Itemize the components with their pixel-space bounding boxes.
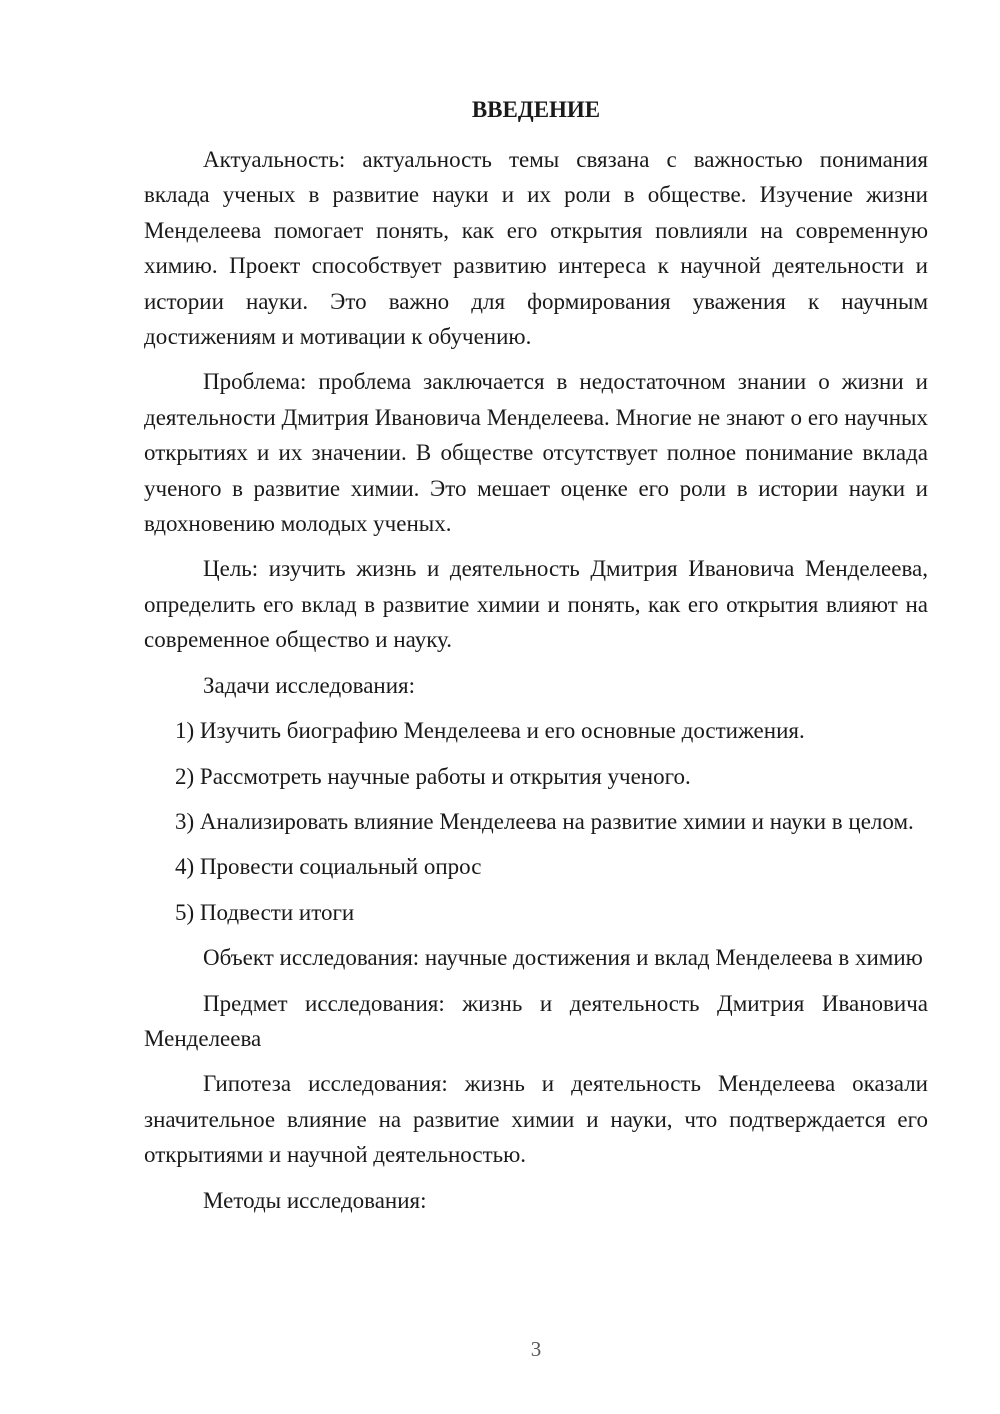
paragraph-methods: Методы исследования:: [203, 1187, 427, 1213]
page-title: ВВЕДЕНИЕ: [471, 97, 601, 122]
task-item-5: 5) Подвести итоги: [175, 899, 355, 925]
page-number: 3: [530, 1337, 542, 1361]
paragraph-problem: Проблема: проблема заключается в недостаточном знании о жизни и деятельности Дмитрия Ивановича Менделеева. Многие не знают о его научных открытиях и их значении. В обществе отсутствует полное понимание вклада ученого в развитие химии. Это мешает оценке его роли в истории науки и вдохновению молодых ученых.: [144, 369, 928, 537]
paragraph-goal: Цель: изучить жизнь и деятельность Дмитрия Ивановича Менделеева, определить его вклад в развитие химии и понять, как его открытия влияют на современное общество и науку.: [144, 556, 928, 653]
paragraph-hypothesis: Гипотеза исследования: жизнь и деятельность Менделеева оказали значительное влияние на развитие химии и науки, что подтверждается его открытиями и научной деятельностью.: [144, 1071, 928, 1168]
paragraph-relevance: Актуальность: актуальность темы связана с важностью понимания вклада ученых в развитие науки и их роли в обществе. Изучение жизни Менделеева помогает понять, как его открытия повлияли на современную химию. Проект способствует развитию интереса к научной деятельности и истории науки. Это важно для формирования уважения к научным достижениям и мотивации к обучению.: [144, 147, 928, 350]
paragraph-tasks-heading: Задачи исследования:: [203, 672, 416, 698]
task-item-4: 4) Провести социальный опрос: [175, 854, 482, 880]
paragraph-subject: Предмет исследования: жизнь и деятельность Дмитрия Ивановича Менделеева: [144, 990, 928, 1051]
task-item-2: 2) Рассмотреть научные работы и открытия ученого.: [175, 763, 691, 789]
task-item-3: 3) Анализировать влияние Менделеева на развитие химии и науки в целом.: [175, 808, 914, 834]
document-body: [144, 142, 928, 1218]
task-item-1: 1) Изучить биографию Менделеева и его основные достижения.: [175, 718, 805, 744]
document-page: [144, 0, 928, 1414]
paragraph-object: Объект исследования: научные достижения и вклад Менделеева в химию: [203, 945, 923, 971]
